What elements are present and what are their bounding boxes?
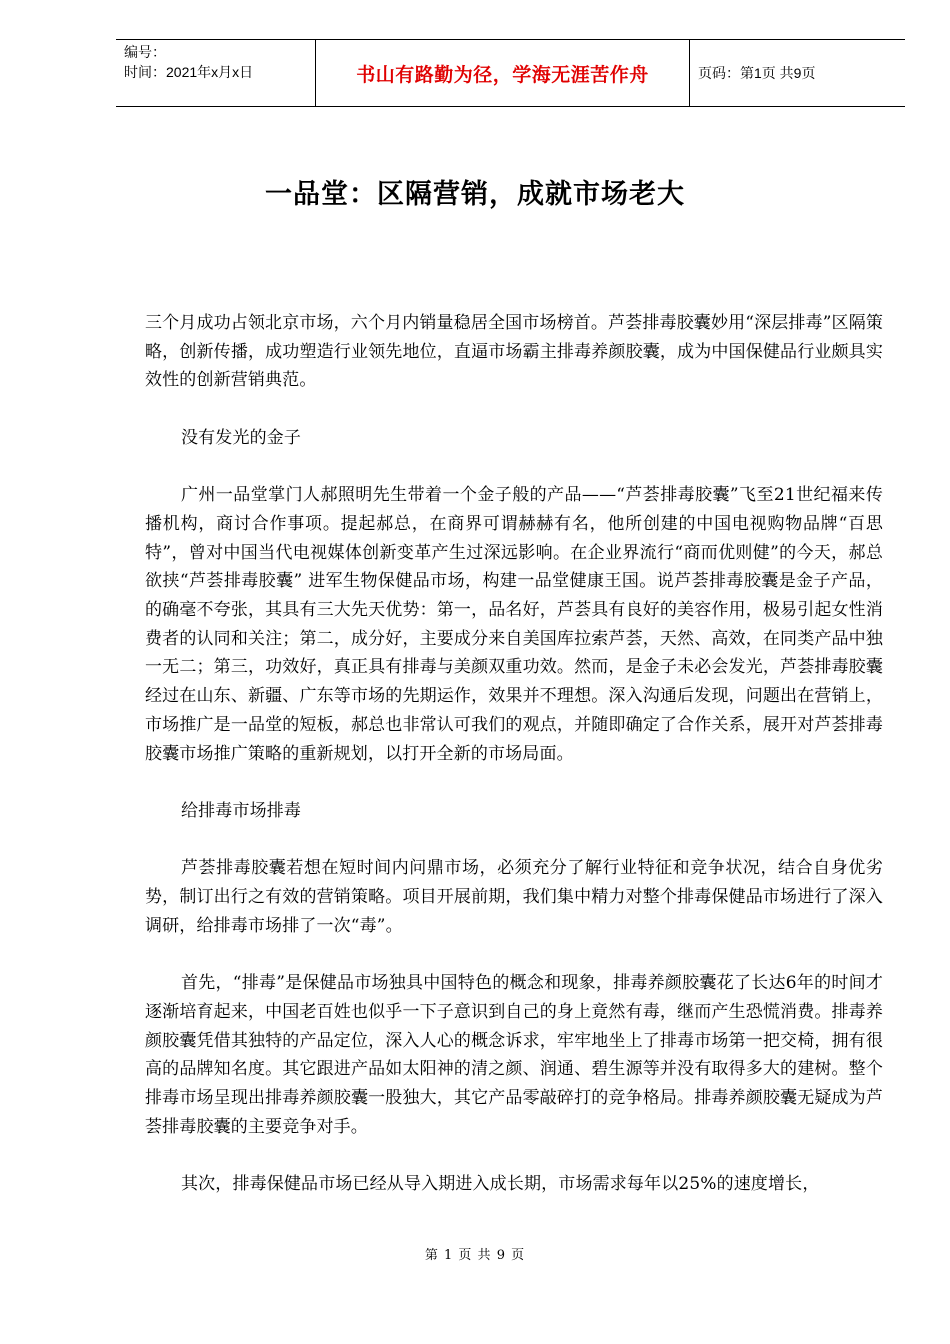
- body-paragraph: 其次，排毒保健品市场已经从导入期进入成长期，市场需求每年以25%的速度增长，: [181, 1174, 820, 1194]
- section-heading: 没有发光的金子: [181, 427, 302, 448]
- document-body: [145, 309, 883, 1227]
- header-motto: 书山有路勤为径，学海无涯苦作舟: [316, 40, 690, 106]
- header-page-label: 页码：第1页 共9页: [698, 65, 816, 81]
- document-number-label: 编号：: [124, 44, 166, 60]
- body-paragraph: 芦荟排毒胶囊若想在短时间内问鼎市场，必须充分了解行业特征和竞争状况，结合自身优劣势，制订出行之有效的营销策略。项目开展前期，我们集中精力对整个排毒保健品市场进行了深入调研，给排毒市场排了一次“毒”。: [145, 858, 883, 936]
- body-paragraph: 首先，“排毒”是保健品市场独具中国特色的概念和现象，排毒养颜胶囊花了长达6年的时间才逐渐培育起来，中国老百姓也似乎一下子意识到自己的身上竟然有毒，继而产生恐慌消费。排毒养颜胶囊凭借其独特的产品定位，深入人心的概念诉求，牢牢地坐上了排毒市场第一把交椅，拥有很高的品牌知名度。其它跟进产品如太阳神的清之颜、润通、碧生源等并没有取得多大的建树。整个排毒市场呈现出排毒养颜胶囊一股独大，其它产品零敲碎打的竞争格局。排毒养颜胶囊无疑成为芦荟排毒胶囊的主要竞争对手。: [145, 973, 883, 1137]
- body-paragraph: 广州一品堂掌门人郝照明先生带着一个金子般的产品——“芦荟排毒胶囊”飞至21世纪福来传播机构，商讨合作事项。提起郝总，在商界可谓赫赫有名，他所创建的中国电视购物品牌“百思特”，曾对中国当代电视媒体创新变革产生过深远影响。在企业界流行“商而优则健”的今天，郝总欲挟“芦荟排毒胶囊” 进军生物保健品市场，构建一品堂健康王国。说芦荟排毒胶囊是金子产品，的确毫不夸张，其具有三大先天优势：第一，品名好，芦荟具有良好的美容作用，极易引起女性消费者的认同和关注；第二，成分好，主要成分来自美国库拉索芦荟，天然、高效，在同类产品中独一无二；第三，功效好，真正具有排毒与美颜双重功效。然而，是金子未必会发光，芦荟排毒胶囊经过在山东、新疆、广东等市场的先期运作，效果并不理想。深入沟通后发现，问题出在营销上，市场推广是一品堂的短板，郝总也非常认可我们的观点，并随即确定了合作关系，展开对芦荟排毒胶囊市场推广策略的重新规划，以打开全新的市场局面。: [145, 485, 883, 764]
- page-footer: 第 1 页 共 9 页: [424, 1248, 526, 1263]
- section-heading: 给排毒市场排毒: [181, 800, 302, 821]
- intro-paragraph: 三个月成功占领北京市场，六个月内销量稳居全国市场榜首。芦荟排毒胶囊妙用“深层排毒”区隔策略，创新传播，成功塑造行业领先地位，直逼市场霸主排毒养颜胶囊，成为中国保健品行业颇具实效性的创新营销典范。: [145, 313, 883, 391]
- header-meta-cell: [116, 40, 316, 106]
- document-title: 一品堂：区隔营销，成就市场老大: [265, 179, 685, 210]
- header-table: [116, 39, 905, 107]
- document-time-label: 时间：2021年x月x日: [124, 64, 254, 80]
